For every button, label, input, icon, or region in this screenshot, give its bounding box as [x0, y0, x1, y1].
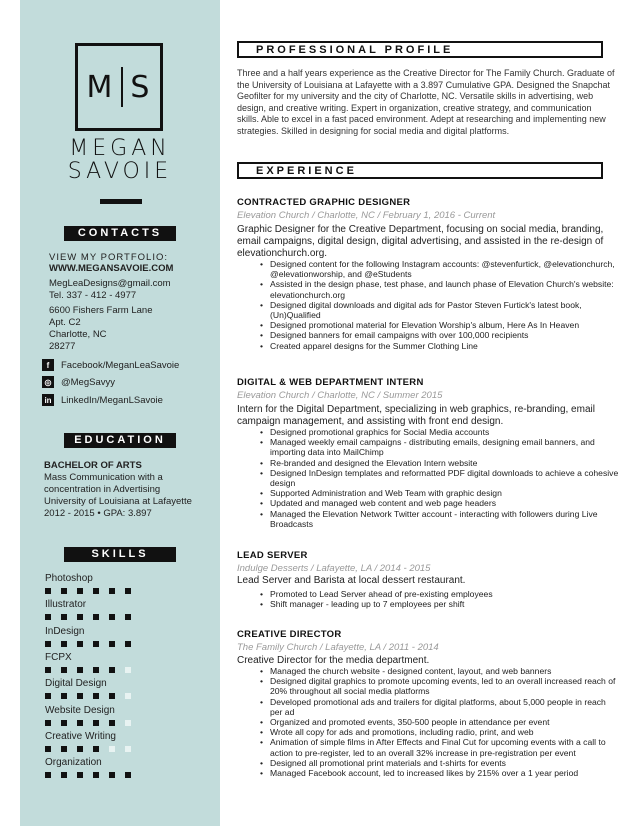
- last-name: SAVOIE: [67, 159, 173, 184]
- address-line-4: 28277: [49, 341, 76, 352]
- facebook-text: Facebook/MeganLeaSavoie: [61, 359, 180, 371]
- address-line-3: Charlotte, NC: [49, 329, 107, 340]
- linkedin-icon: in: [42, 394, 54, 406]
- bullet-item: • Organized and promoted events, 350-500 people in attendance per event: [260, 717, 620, 727]
- rating-dot-filled: [109, 667, 115, 673]
- logo-divider: [121, 67, 123, 107]
- rating-dot-filled: [93, 772, 99, 778]
- rating-dot-filled: [61, 746, 67, 752]
- skill-rating: [45, 614, 131, 620]
- rating-dot-filled: [77, 772, 83, 778]
- linkedin-text: LinkedIn/MeganLSavoie: [61, 394, 163, 406]
- bullet-item: • Designed promotional material for Elevation Worship's album, Here As In Heaven: [260, 320, 620, 330]
- bullet-item: • Designed promotional graphics for Social Media accounts: [260, 427, 620, 437]
- education-line-4: 2012 - 2015 • GPA: 3.897: [44, 508, 152, 519]
- rating-dot-filled: [61, 641, 67, 647]
- rating-dot-filled: [45, 693, 51, 699]
- rating-dot-filled: [77, 588, 83, 594]
- job-bullets: [260, 259, 620, 351]
- skill-name: Photoshop: [45, 573, 93, 584]
- bullet-item: • Designed digital graphics to promote upcoming events, led to an overall increased reach of 20% throughout all social media platforms: [260, 676, 620, 696]
- skill-rating: [45, 667, 131, 673]
- rating-dot-filled: [125, 641, 131, 647]
- rating-dot-filled: [125, 588, 131, 594]
- address-line-2: Apt. C2: [49, 317, 81, 328]
- rating-dot-empty: [125, 746, 131, 752]
- bullet-item: • Developed promotional ads and trailers for digital platforms, about 5,000 people in reach per ad: [260, 697, 620, 717]
- bullet-item: • Managed the Elevation Network Twitter account - interacting with followers during Live Broadcasts: [260, 509, 620, 529]
- first-name: MEGAN: [69, 136, 171, 161]
- rating-dot-empty: [125, 720, 131, 726]
- portfolio-label: VIEW MY PORTFOLIO:: [49, 252, 168, 263]
- logo-letter-right: S: [130, 69, 152, 105]
- rating-dot-filled: [109, 588, 115, 594]
- rating-dot-filled: [125, 614, 131, 620]
- bullet-item: • Designed digital downloads and digital ads for Pastor Steven Furtick's latest book, (Un)Qualified: [260, 300, 620, 320]
- rating-dot-empty: [109, 746, 115, 752]
- skill-rating: [45, 772, 131, 778]
- skill-rating: [45, 588, 131, 594]
- skill-name: Website Design: [45, 704, 115, 716]
- skill-name: FCPX: [45, 651, 72, 663]
- rating-dot-filled: [109, 693, 115, 699]
- facebook-icon: f: [42, 359, 54, 371]
- profile-text: Three and a half years experience as the Creative Director for The Family Church. Graduate of the University of Louisiana at Lafayette with a 3.897 Cumulative GPA. Designed the Snapchat Geofilter for my university and the city of Charlotte, NC. Versatile skills in advertising, web design, and creative writing. Expert in organization, creative strategy, and communication skills. Able to excel in a fast paced environment. Adept at researching and implementing new strategies. Skilled in designing for social media and digital platforms.: [237, 68, 615, 136]
- job-title: CONTRACTED GRAPHIC DESIGNER: [237, 197, 411, 208]
- rating-dot-filled: [109, 614, 115, 620]
- skill-name: InDesign: [45, 625, 85, 637]
- rating-dot-filled: [45, 746, 51, 752]
- rating-dot-filled: [93, 746, 99, 752]
- name-divider: [100, 199, 142, 204]
- job-title: DIGITAL & WEB DEPARTMENT INTERN: [237, 377, 424, 388]
- rating-dot-filled: [61, 693, 67, 699]
- rating-dot-filled: [77, 667, 83, 673]
- rating-dot-filled: [109, 641, 115, 647]
- rating-dot-filled: [61, 720, 67, 726]
- bullet-item: • Re-branded and designed the Elevation Intern website: [260, 458, 620, 468]
- job-title: CREATIVE DIRECTOR: [237, 629, 342, 640]
- rating-dot-filled: [93, 588, 99, 594]
- rating-dot-filled: [45, 720, 51, 726]
- education-line-1: Mass Communication with a: [44, 472, 163, 483]
- bullet-item: • Designed banners for email campaigns with over 100,000 recipients: [260, 330, 620, 340]
- portfolio-link[interactable]: WWW.MEGANSAVOIE.COM: [49, 263, 174, 274]
- bullet-item: • Shift manager - leading up to 7 employees per shift: [260, 599, 620, 609]
- bullet-item: • Updated and managed web content and web page headers: [260, 498, 620, 508]
- rating-dot-filled: [109, 720, 115, 726]
- degree-title: BACHELOR OF ARTS: [44, 460, 142, 471]
- bullet-item: • Managed Facebook account, led to increased likes by 215% over a 1 year period: [260, 768, 620, 778]
- profile-heading: PROFESSIONAL PROFILE: [237, 41, 603, 58]
- skill-name: Organization: [45, 757, 102, 769]
- job-description: Creative Director for the media department.: [237, 655, 430, 666]
- experience-heading: EXPERIENCE: [237, 162, 603, 179]
- skill-rating: [45, 720, 131, 726]
- bullet-item: • Assisted in the design phase, test phase, and launch phase of Elevation Church's website: elevationchurch.org: [260, 279, 620, 299]
- bullet-item: • Supported Administration and Web Team with graphic design: [260, 488, 620, 498]
- phone-number: Tel. 337 - 412 - 4977: [49, 290, 137, 301]
- rating-dot-filled: [77, 693, 83, 699]
- rating-dot-filled: [77, 720, 83, 726]
- skill-name: Digital Design: [45, 678, 107, 690]
- linkedin-link[interactable]: [42, 394, 163, 406]
- job-title: LEAD SERVER: [237, 550, 308, 561]
- skill-rating: [45, 746, 131, 752]
- rating-dot-empty: [125, 693, 131, 699]
- education-line-2: concentration in Advertising: [44, 484, 161, 495]
- logo-monogram: [75, 43, 163, 131]
- rating-dot-filled: [61, 667, 67, 673]
- rating-dot-filled: [125, 772, 131, 778]
- bullet-item: • Created apparel designs for the Summer Clothing Line: [260, 341, 620, 351]
- rating-dot-filled: [77, 614, 83, 620]
- rating-dot-empty: [125, 667, 131, 673]
- education-heading: EDUCATION: [64, 433, 176, 448]
- rating-dot-filled: [61, 772, 67, 778]
- job-description: Graphic Designer for the Creative Department, focusing on social media, branding, email campaigns, digital design, digital advertising, and assisted in the re-design of elevationchurch.org.: [237, 224, 604, 259]
- rating-dot-filled: [45, 772, 51, 778]
- job-description: Lead Server and Barista at local dessert restaurant.: [237, 575, 466, 586]
- rating-dot-filled: [61, 588, 67, 594]
- bullet-item: • Designed InDesign templates and reformatted PDF digital downloads to achieve a cohesive design: [260, 468, 620, 488]
- rating-dot-filled: [45, 667, 51, 673]
- email-link[interactable]: MegLeaDesigns@gmail.com: [49, 278, 171, 289]
- job-bullets: [260, 589, 620, 609]
- logo-letter-left: M: [86, 69, 115, 105]
- facebook-link[interactable]: [42, 359, 179, 371]
- job-description: Intern for the Digital Department, specializing in web graphics, re-branding, email campaign management, and assisting with front end design.: [237, 404, 595, 427]
- rating-dot-filled: [45, 641, 51, 647]
- rating-dot-filled: [77, 746, 83, 752]
- rating-dot-filled: [93, 720, 99, 726]
- rating-dot-filled: [61, 614, 67, 620]
- skill-rating: [45, 641, 131, 647]
- rating-dot-filled: [93, 693, 99, 699]
- job-subtitle: Indulge Desserts / Lafayette, LA / 2014 - 2015: [237, 563, 431, 574]
- rating-dot-filled: [77, 641, 83, 647]
- skill-name: Creative Writing: [45, 730, 116, 742]
- instagram-text: @MegSavyy: [61, 376, 115, 388]
- contacts-heading: CONTACTS: [64, 226, 176, 241]
- job-bullets: [260, 427, 620, 529]
- skill-rating: [45, 693, 131, 699]
- rating-dot-filled: [93, 667, 99, 673]
- bullet-item: • Animation of simple films in After Effects and Final Cut for upcoming events with a call to action to pre-register, led to an overall 32% increase in pre-registration per event: [260, 737, 620, 757]
- bullet-item: • Managed the church website - designed content, layout, and web banners: [260, 666, 620, 676]
- bullet-item: • Designed all promotional print materials and t-shirts for events: [260, 758, 620, 768]
- job-subtitle: The Family Church / Lafayette, LA / 2011 - 2014: [237, 642, 439, 653]
- education-line-3: University of Louisiana at Lafayette: [44, 496, 192, 507]
- job-bullets: [260, 666, 620, 778]
- rating-dot-filled: [93, 641, 99, 647]
- bullet-item: • Wrote all copy for ads and promotions, including radio, print, and web: [260, 727, 620, 737]
- rating-dot-filled: [109, 772, 115, 778]
- rating-dot-filled: [45, 588, 51, 594]
- address-line-1: 6600 Fishers Farm Lane: [49, 305, 153, 316]
- job-subtitle: Elevation Church / Charlotte, NC / February 1, 2016 - Current: [237, 210, 496, 221]
- skills-heading: SKILLS: [64, 547, 176, 562]
- skill-name: Illustrator: [45, 599, 87, 611]
- instagram-icon: ◎: [42, 376, 54, 388]
- rating-dot-filled: [93, 614, 99, 620]
- bullet-item: • Promoted to Lead Server ahead of pre-existing employees: [260, 589, 620, 599]
- bullet-item: • Designed content for the following Instagram accounts: @stevenfurtick, @elevationchurch, @elevationworship, and @eStudents: [260, 259, 620, 279]
- bullet-item: • Managed weekly email campaigns - distributing emails, designing email banners, and importing data into MailChimp: [260, 437, 620, 457]
- instagram-link[interactable]: [42, 376, 115, 388]
- job-subtitle: Elevation Church / Charlotte, NC / Summer 2015: [237, 390, 443, 401]
- rating-dot-filled: [45, 614, 51, 620]
